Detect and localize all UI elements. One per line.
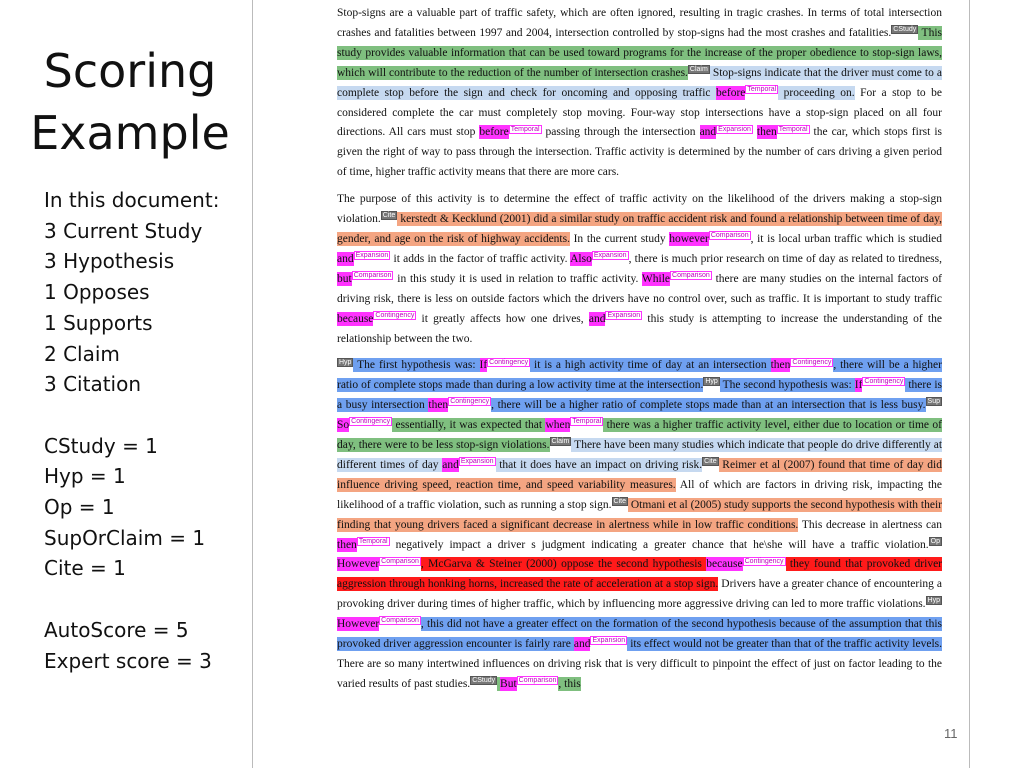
connective-word: before: [716, 86, 746, 99]
connective-type-tag: Temporal: [778, 125, 808, 133]
count-hypothesis: 3 Hypothesis: [44, 249, 175, 274]
count-supports: 1 Supports: [44, 310, 153, 335]
connective-word: Also: [570, 252, 592, 265]
connective-word: then: [770, 359, 791, 372]
connective-type-tag: Contingency: [792, 358, 832, 366]
document-text: that it does have an impact on driving risk.: [495, 458, 703, 471]
score-hyp: Hyp = 1: [44, 464, 126, 489]
connective-word: because: [337, 312, 374, 325]
connective-word: because: [706, 558, 743, 571]
document-text: passing through the intersection: [541, 126, 700, 139]
document-text: The purpose of this activity is to determine the effect of traffic activity on the likelihood of the drivers making a stop-sign violation.: [337, 193, 942, 226]
connective-word: then: [337, 538, 357, 551]
document-text: Stop-signs are a valuable part of traffic safety, which are often ignored, resulting in tragic crashes. In terms of total intersection crashes and fatalities between 1997 and 2004, intersection controlled by stop-signs had the most crashes and fatalities.: [337, 7, 942, 39]
annotated-document: [337, 4, 942, 702]
connective-type-tag: Temporal: [572, 418, 602, 426]
document-text: kerstedt & Kecklund (2001) did a similar study on traffic accident risk and found a relationship between time of day, gender, and age on the risk of highway accidents.: [337, 213, 942, 245]
annotation-tag: CStudy: [893, 26, 917, 34]
document-text: it greatly affects how one drives,: [416, 312, 589, 325]
connective-word: but: [337, 272, 352, 285]
connective-type-tag: Expansion: [718, 125, 751, 133]
count-current-study: 3 Current Study: [44, 218, 203, 243]
annotation-tag: Hyp: [705, 378, 718, 386]
annotation-tag: CStudy: [472, 677, 496, 685]
summary-intro: In this document:: [44, 188, 220, 212]
document-text: this study is attempting to increase the understanding of the relationship between the two.: [337, 312, 942, 345]
connective-type-tag: Comparison: [518, 677, 557, 685]
document-text: the car, which stops first is given the right of way to pass through the intersection. Traffic activity is determined by the number of cars driving a given period of time, higher traffic activity means that there are more cars.: [337, 126, 942, 179]
connective-type-tag: Contingency: [489, 358, 529, 366]
annotation-tag: Cite: [382, 212, 396, 220]
annotation-tag: Op: [930, 537, 940, 545]
connective-word: and: [699, 126, 717, 139]
connective-word: However: [337, 558, 380, 571]
document-text: they found that provoked driver aggression through honking horns, increased the rate of acceleration at a stop sign.: [337, 558, 943, 591]
slide-title: [20, 40, 240, 164]
connective-type-tag: Temporal: [510, 125, 540, 133]
summary-spacer: [44, 584, 254, 615]
count-claim: 2 Claim: [44, 341, 120, 366]
connective-type-tag: Expansion: [592, 637, 626, 645]
count-citation: 3 Citation: [44, 372, 142, 397]
document-text: , this: [558, 677, 581, 690]
score-op: Op = 1: [44, 495, 115, 520]
connective-word: before: [479, 126, 509, 139]
document-text: , McGarva & Steiner (2000) oppose the second hypothesis: [420, 558, 707, 571]
document-text: , this did not have a greater effect on the formation of the second hypothesis because of the assumption that this provoked driver aggression encounter is fairly rare: [337, 618, 942, 651]
document-text: Stop-signs indicate that the driver must come to a complete stop before the sign and check for oncoming and opposing traffic: [337, 66, 942, 99]
connective-word: then: [428, 399, 449, 412]
connective-type-tag: Comparison: [353, 271, 392, 279]
document-text: there was a higher traffic activity level, either due to location or time of day, there were to be less stop-sign violations.: [337, 419, 942, 452]
connective-type-tag: Expansion: [460, 458, 494, 466]
connective-word: and: [588, 312, 606, 325]
annotation-tag: Hyp: [927, 597, 940, 605]
connective-type-tag: Temporal: [358, 537, 388, 545]
document-text: Drivers have a greater chance of encountering a provoking driver during times of higher traffic, which by influencing more aggressive driving can led to more traffic violations.: [337, 578, 942, 611]
document-text: there are many studies on the internal factors of driving risk, there is less on outside factors which the drivers have no control over, such as traffic. It is important to study traffic: [337, 272, 942, 305]
connective-word: However: [337, 618, 380, 631]
connective-word: So: [337, 419, 350, 432]
document-text: Reimer et al (2007) found that time of day did influence driving speed, reaction time, and speed variability measures.: [337, 458, 942, 491]
connective-type-tag: Comparison: [672, 271, 710, 279]
connective-word: when: [545, 419, 571, 432]
document-paragraph: [337, 190, 942, 349]
score-cite: Cite = 1: [44, 556, 126, 581]
annotation-tag: Hyp: [339, 358, 352, 366]
scoring-summary: [44, 185, 254, 676]
connective-type-tag: Expansion: [593, 252, 627, 260]
connective-word: and: [442, 458, 459, 471]
slide-title-line-2: Example: [30, 106, 230, 160]
document-text: , there will be a higher ratio of complete stops made than at an intersection that is less busy.: [491, 399, 926, 412]
document-text: it is a high activity time of day at an intersection: [530, 359, 771, 372]
document-text: There are so many intertwined influences on driving risk that is very difficult to pinpoint the effect of just on factor leading to the varied results of past studies.: [337, 658, 942, 690]
document-text: proceeding on.: [778, 86, 855, 99]
document-text: The first hypothesis was:: [353, 359, 480, 372]
connective-type-tag: Comparison: [381, 557, 419, 565]
document-text: , it is local urban traffic which is studied: [750, 232, 942, 245]
annotation-tag: Claim: [689, 65, 708, 73]
connective-type-tag: Contingency: [450, 398, 490, 406]
connective-word: and: [337, 252, 354, 265]
document-text: , there is much prior research on time of day as related to tiredness,: [628, 252, 942, 265]
document-text: essentially, it was expected that: [392, 419, 546, 432]
document-text: negatively impact a driver s judgment indicating a greater chance that he\she will have a traffic violation.: [389, 538, 929, 551]
document-text: All of which are factors in driving risk, impacting the likelihood of a traffic violation, such as running a stop sign.: [337, 478, 942, 511]
connective-type-tag: Comparison: [381, 617, 419, 625]
annotation-tag: Cite: [613, 497, 626, 505]
connective-type-tag: Comparison: [710, 232, 749, 240]
connective-word: however: [669, 232, 709, 245]
document-text: There have been many studies which indicate that people do drive differently at different times of day: [337, 439, 943, 471]
document-text: For a stop to be considered complete the car must completely stop moving. Four-way stop intersections have a stop-sign placed on all four directions. All cars must stop: [337, 86, 942, 139]
expert-score: Expert score = 3: [44, 648, 212, 673]
annotation-tag: Claim: [551, 438, 570, 446]
connective-type-tag: Contingency: [351, 418, 391, 426]
slide-title-line-1: Scoring: [43, 44, 217, 98]
connective-word: then: [756, 126, 777, 139]
connective-word: While: [641, 272, 671, 285]
document-text: In the current study: [569, 232, 670, 245]
count-opposes: 1 Opposes: [44, 280, 150, 305]
connective-type-tag: Temporal: [747, 85, 777, 93]
connective-type-tag: Contingency: [864, 378, 904, 386]
annotated-document-frame: [252, 0, 970, 768]
connective-type-tag: Expansion: [607, 311, 641, 319]
connective-word: and: [573, 638, 591, 651]
document-text: in this study it is used in relation to traffic activity.: [393, 272, 642, 285]
document-text: This study provides valuable information that can be used toward programs for the increase of the proper obedience to stop-sign laws, which will contribute to the reduction of the number of intersection crashes.: [337, 26, 942, 79]
connective-word: If: [479, 359, 488, 372]
document-paragraph: [337, 4, 942, 183]
score-cstudy: CStudy = 1: [44, 433, 158, 458]
annotation-tag: Sup: [927, 398, 940, 406]
document-text: there is a busy intersection: [337, 379, 942, 412]
score-suporclaim: SupOrClaim = 1: [44, 525, 206, 550]
summary-spacer: [44, 400, 254, 431]
connective-type-tag: Contingency: [375, 311, 415, 319]
document-text: This decrease in alertness can: [798, 518, 942, 531]
document-text: it adds in the factor of traffic activity.: [390, 252, 571, 265]
connective-word: If: [854, 379, 863, 392]
page-number: 11: [944, 726, 958, 741]
connective-type-tag: Contingency: [744, 557, 784, 565]
connective-word: But: [500, 677, 517, 690]
connective-type-tag: Expansion: [355, 252, 389, 260]
document-text: , there will be a higher ratio of complete stops made than during a low activity time at the intersection.: [337, 359, 942, 392]
document-text: Otmani et al (2005) study supports the second hypothesis with their finding that young drivers faced a significant decrease in alertness while in low traffic conditions.: [337, 498, 942, 531]
autoscore: AutoScore = 5: [44, 617, 189, 642]
document-text: its effect would not be greater than that of the traffic activity levels.: [627, 638, 942, 651]
document-paragraph: [337, 356, 942, 694]
document-text: The second hypothesis was:: [719, 379, 855, 392]
annotation-tag: Cite: [704, 458, 717, 466]
